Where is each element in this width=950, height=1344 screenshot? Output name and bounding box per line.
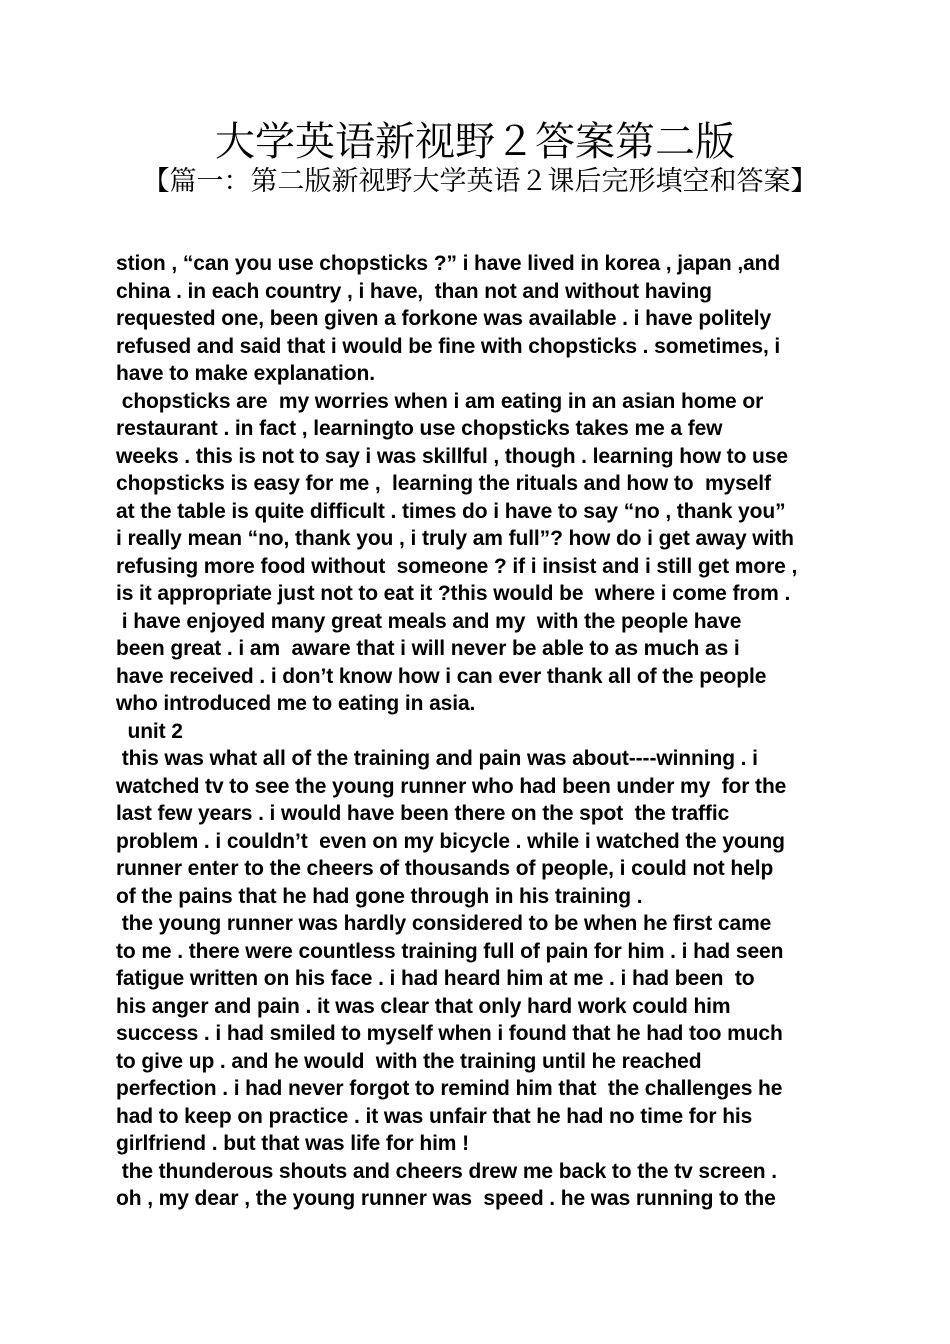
- body-line: unit 2: [116, 719, 183, 743]
- body-line: weeks . this is not to say i was skillful , though . learning how to use: [116, 444, 788, 468]
- body-line: had to keep on practice . it was unfair that he had no time for his: [116, 1104, 753, 1128]
- body-line: watched tv to see the young runner who had been under my for the: [116, 774, 787, 798]
- body-line: been great . i am aware that i will never be able to as much as i: [116, 637, 740, 660]
- body-line: to me . there were countless training full of pain for him . i had seen: [116, 939, 784, 963]
- body-line: i really mean “no, thank you , i truly am full”? how do i get away with: [116, 527, 794, 550]
- body-line: of the pains that he had gone through in his training .: [116, 884, 643, 908]
- body-line: stion , “can you use chopsticks ?” i have lived in korea , japan ,and: [116, 252, 781, 275]
- body-line: restaurant . in fact , learningto use chopsticks takes me a few: [116, 417, 723, 440]
- body-line: this was what all of the training and pain was about----winning . i: [116, 747, 758, 770]
- body-line: i have enjoyed many great meals and my with the people have: [116, 609, 742, 633]
- body-line: china . in each country , i have, than not and without having: [116, 279, 712, 303]
- body-line: girlfriend . but that was life for him !: [116, 1132, 470, 1155]
- body-line: problem . i couldn’t even on my bicycle . while i watched the young: [116, 829, 785, 853]
- body-line: runner enter to the cheers of thousands of people, i could not help: [116, 857, 774, 880]
- body-line: fatigue written on his face . i had heard him at me . i had been to: [116, 967, 755, 990]
- body-line: the young runner was hardly considered to be when he first came: [116, 912, 772, 935]
- body-line: to give up . and he would with the training until he reached: [116, 1049, 702, 1073]
- body-line: have to make explanation.: [116, 362, 375, 385]
- body-line: the thunderous shouts and cheers drew me back to the tv screen .: [116, 1159, 777, 1183]
- body-line: his anger and pain . it was clear that only hard work could him: [116, 994, 731, 1018]
- document-title: 大学英语新视野２答案第二版: [215, 119, 735, 165]
- body-line: success . i had smiled to myself when i found that he had too much: [116, 1022, 783, 1045]
- document-subtitle: 【篇一：第二版新视野大学英语２课后完形填空和答案】: [142, 166, 818, 197]
- document-body: [116, 250, 846, 1213]
- body-line: chopsticks are my worries when i am eating in an asian home or: [116, 389, 764, 413]
- body-line: have received . i don’t know how i can ever thank all of the people: [116, 664, 767, 688]
- body-line: at the table is quite difficult . times do i have to say “no , thank you”: [116, 499, 786, 523]
- body-line: requested one, been given a forkone was available . i have politely: [116, 307, 772, 330]
- body-line: who introduced me to eating in asia.: [116, 692, 476, 715]
- body-line: last few years . i would have been there on the spot the traffic: [116, 802, 730, 825]
- body-line: chopsticks is easy for me , learning the rituals and how to myself: [116, 472, 771, 495]
- body-line: refused and said that i would be fine with chopsticks . sometimes, i: [116, 334, 781, 358]
- body-line: refusing more food without someone ? if i insist and i still get more ,: [116, 554, 798, 578]
- body-line: oh , my dear , the young runner was speed . he was running to the: [116, 1187, 776, 1210]
- body-line: is it appropriate just not to eat it ?this would be where i come from .: [116, 582, 791, 605]
- body-line: perfection . i had never forgot to remind him that the challenges he: [116, 1077, 783, 1100]
